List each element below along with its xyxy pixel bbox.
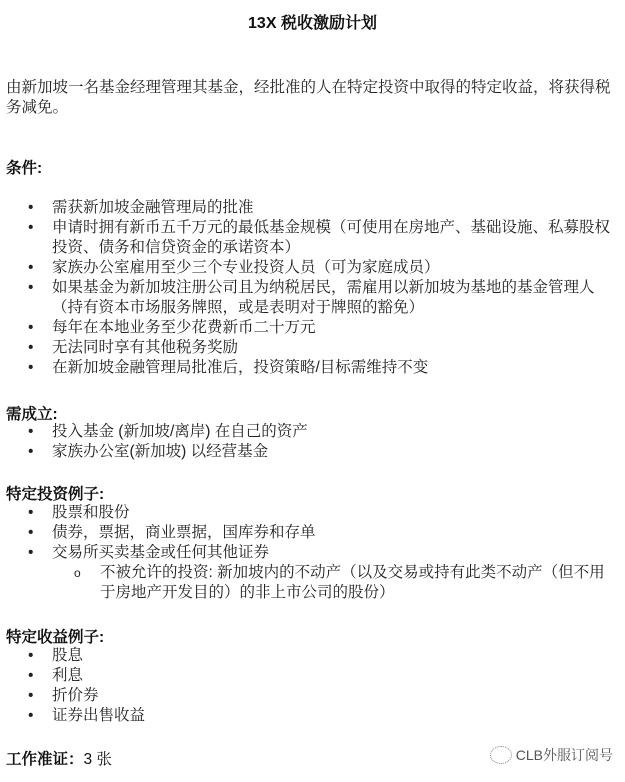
item-text: 投入基金 (新加坡/离岸) 在自己的资产 (52, 423, 308, 440)
bullet-icon: • (28, 339, 34, 356)
list-item (6, 706, 623, 726)
income-list (6, 646, 623, 726)
bullet-icon: • (28, 443, 34, 460)
list-item (6, 422, 623, 442)
item-text: 交易所买卖基金或任何其他证券 (52, 544, 270, 561)
item-text: （持有资本市场服务牌照，或是表明对于牌照的豁免） (52, 299, 425, 316)
list-item (6, 686, 623, 706)
bullet-icon: • (28, 667, 34, 684)
intro-line: 务减免。 (6, 99, 69, 116)
conditions-heading: 条件: (6, 160, 43, 177)
sub-list-item (6, 563, 623, 603)
bullet-icon: • (28, 524, 34, 541)
intro-paragraph (6, 78, 623, 118)
investments-list (6, 503, 623, 603)
work-permit-value: 3 张 (83, 751, 112, 768)
item-text: 不被允许的投资: 新加坡内的不动产（以及交易或持有此类不动产（但不用 (100, 564, 605, 581)
item-text: 债券，票据，商业票据，国库券和存单 (52, 524, 316, 541)
list-item (6, 358, 623, 378)
bullet-icon: • (28, 259, 34, 276)
bullet-icon: • (28, 219, 34, 236)
list-item (6, 442, 623, 462)
setup-list (6, 422, 623, 462)
list-item (6, 646, 623, 666)
item-text: 证券出售收益 (52, 707, 146, 724)
item-text: 家族办公室雇用至少三个专业投资人员（可为家庭成员） (52, 259, 440, 276)
item-text: 申请时拥有新币五千万元的最低基金规模（可使用在房地产、基础设施、私募股权 (52, 219, 611, 236)
list-item (6, 543, 623, 563)
item-text: 股票和股份 (52, 504, 130, 521)
bullet-icon: • (28, 359, 34, 376)
item-text: 利息 (52, 667, 84, 684)
work-permit-label: 工作准证： (6, 751, 84, 768)
list-item (6, 523, 623, 543)
bullet-icon: • (28, 199, 34, 216)
list-item (6, 666, 623, 686)
bullet-icon: • (28, 687, 34, 704)
setup-heading: 需成立: (6, 406, 58, 423)
list-item (6, 278, 623, 318)
document-title: 13X 税收激励计划 (248, 15, 377, 32)
list-item (6, 198, 623, 218)
list-item (6, 338, 623, 358)
item-text: 于房地产开发目的）的非上市公司的股份） (100, 584, 395, 601)
item-text: 家族办公室(新加坡) 以经营基金 (52, 443, 269, 460)
circle-bullet-icon: o (74, 566, 81, 580)
bullet-icon: • (28, 647, 34, 664)
item-text: 无法同时享有其他税务奖励 (52, 339, 239, 356)
item-text: 每年在本地业务至少花费新币二十万元 (52, 319, 316, 336)
investments-heading: 特定投资例子: (6, 486, 105, 503)
list-item (6, 503, 623, 523)
list-item (6, 258, 623, 278)
watermark-text: CLB外服订阅号 (515, 747, 613, 763)
item-text: 股息 (52, 647, 84, 664)
conditions-list (6, 198, 623, 378)
item-text: 投资、债务和信贷资金的承诺资本） (52, 239, 301, 256)
bullet-icon: • (28, 423, 34, 440)
bullet-icon: • (28, 544, 34, 561)
bullet-icon: • (28, 279, 34, 296)
bullet-icon: • (28, 504, 34, 521)
item-text: 需获新加坡金融管理局的批准 (52, 199, 254, 216)
wechat-icon (490, 746, 512, 764)
item-text: 在新加坡金融管理局批准后，投资策略/目标需维持不变 (52, 359, 429, 376)
item-text: 折价券 (52, 687, 99, 704)
intro-line: 由新加坡一名基金经理管理其基金，经批准的人在特定投资中取得的特定收益，将获得税 (6, 79, 611, 96)
list-item (6, 218, 623, 258)
list-item (6, 318, 623, 338)
item-text: 如果基金为新加坡注册公司且为纳税居民，需雇用以新加坡为基地的基金管理人 (52, 279, 595, 296)
watermark (490, 745, 613, 765)
bullet-icon: • (28, 707, 34, 724)
bullet-icon: • (28, 319, 34, 336)
income-heading: 特定收益例子: (6, 629, 105, 646)
